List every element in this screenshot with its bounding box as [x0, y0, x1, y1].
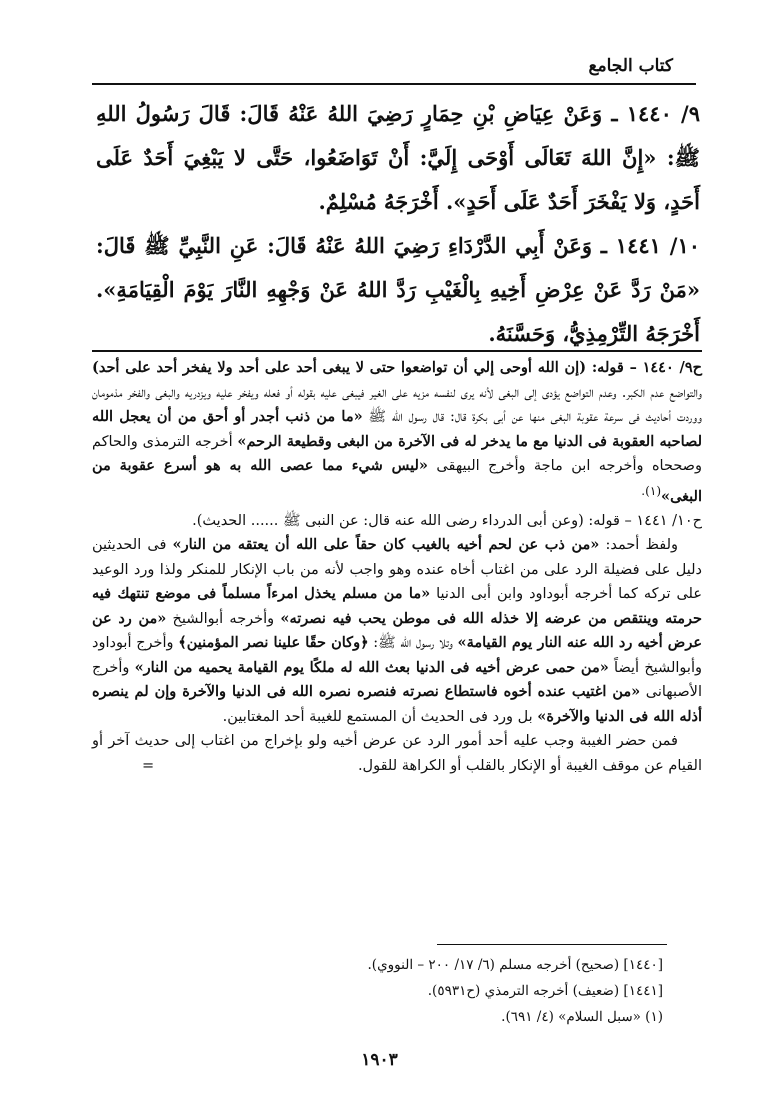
commentary-paragraph-2: ح١٠/ ١٤٤١ – قوله: (وعن أبى الدرداء رضى الله عنه قال: عن النبى ﷺ ...... الحديث).	[192, 512, 702, 529]
hadith-1440: ٩/ ١٤٤٠ ـ وَعَنْ عِيَاضِ بْنِ حِمَارٍ رَضِيَ اللهُ عَنْهُ قَالَ: قَالَ رَسُولُ اللهِ ﷺ: «إِنَّ اللهَ تَعَالَى أَوْحَى إِلَيَّ: أَنْ تَوَاضَعُوا، حَتَّى لا يَبْغِيَ أَحَدٌ عَلَى أَحَدٍ، وَلا يَفْخَرَ أَحَدٌ عَلَى أَحَدٍ». أَخْرَجَهُ مُسْلِمٌ.	[96, 101, 701, 214]
commentary-text: ولفظ أحمد:	[599, 537, 678, 554]
quoted-hadith: «ما من ذنب أجدر أو أحق من أن يعجل الله لصاحبه العقوبة فى الدنيا مع ما يدخر له فى الآخرة من البغى وقطيعة الرحم»	[92, 408, 702, 450]
quoted-hadith: «من حمى عرض أخيه فى الدنيا بعث الله له ملكًا يوم القيامة يحميه من النار»	[134, 658, 609, 676]
commentary-text: وأخرجه أبوالشيخ	[166, 610, 281, 627]
footnote-item: [١٤٤١] (ضعيف) أخرجه الترمذي (ح٥٩٣١).	[427, 983, 663, 999]
footnotes	[143, 952, 663, 1030]
commentary-section	[92, 356, 702, 778]
page-number: ١٩٠٣	[361, 1050, 398, 1070]
footnote-item: (١) «سبل السلام» (٤/ ٦٩١).	[501, 1009, 663, 1025]
hadith-1441: ١٠/ ١٤٤١ ـ وَعَنْ أَبِي الدَّرْدَاءِ رَضِيَ اللهُ عَنْهُ قَالَ: عَنِ النَّبِيِّ ﷺ قَالَ: «مَنْ رَدَّ عَنْ عِرْضِ أَخِيهِ بِالْغَيْبِ رَدَّ اللهُ عَنْ وَجْهِهِ النَّارَ يَوْمَ الْقِيَامَةِ». أَخْرَجَهُ التِّرْمِذِيُّ، وَحَسَّنَهُ.	[96, 233, 700, 346]
commentary-divider	[92, 350, 702, 352]
commentary-text: بل ورد فى الحديث أن المستمع للغيبة أحد المغتابين.	[222, 708, 538, 725]
commentary-heading: ح٩/ ١٤٤٠ – قوله: (إن الله أوحى إلي أن تواضعوا حتى لا يبغى أحد على أحد ولا يفخر أحد على أحد)	[92, 359, 702, 376]
commentary-text: وأخرج الأصبهانى	[92, 659, 702, 701]
footnote-divider	[437, 944, 667, 945]
header-divider	[92, 83, 696, 85]
footnote-ref: (١).	[641, 483, 662, 498]
quoted-hadith: «ليس شيء مما عصى الله به هو أسرع عقوبة من البغى»	[92, 457, 702, 505]
commentary-paragraph-1	[92, 356, 702, 509]
quran-verse: ﴿وكان حقًا علينا نصر المؤمنين﴾	[178, 634, 369, 652]
commentary-text: فمن حضر الغيبة وجب عليه أحد أمور الرد عن عرض أخيه ولو بإخراج من اغتاب إلى حديث آخر أو القيام عن موقف الغيبة أو الإنكار بالقلب أو الكراهة للقول.	[92, 733, 702, 774]
commentary-text: وتلا رسول الله ﷺ:	[368, 635, 458, 652]
commentary-paragraph-4	[92, 729, 702, 778]
commentary-text: فى الحديثين دليل على فضيلة الرد على من اغتاب أخاه عنده وهو واجب لأنه من باب الإنكار للمنكر ولذا ورد الوعيد على تركه كما أخرجه أبوداود وابن أبى الدنيا	[92, 537, 703, 603]
continuation-mark: =	[142, 757, 155, 774]
quoted-hadith: «ما من مسلم يخذل امرءاً مسلماً فى موضع تنتهك فيه حرمته وينتقص من عرضه إلا خذله الله فى موطن يحب فيه نصرته»	[92, 585, 702, 627]
commentary-text: أخرجه الترمذى والحاكم وصححاه وأخرجه ابن ماجة وأخرج البيهقى	[92, 433, 702, 474]
quoted-hadith: «من ذب عن لحم أخيه بالغيب كان حقاً على الله أن يعتقه من النار»	[172, 536, 600, 554]
quoted-hadith: «من رد عن عرض أخيه رد الله عنه النار يوم القيامة»	[92, 609, 702, 652]
commentary-text: والتواضع عدم الكبر. وعدم التواضع يؤدى إلى البغى لأنه يرى لنفسه مزيه على الغير فيبغى عليه بقوله أو فعله ويفخر عليه ويزدريه والبغى والفخر مذمومان ووردت أحاديث فى سرعة عقوبة البغى منها عن أبى بكرة قال: قال رسول الله ﷺ	[92, 384, 702, 425]
quoted-hadith: «من اغتيب عنده أخوه فاستطاع نصرته فنصره نصره الله فى الدنيا والآخرة وإن لم ينصره أذله الله فى الدنيا والآخرة»	[92, 683, 702, 725]
running-header-title: كتاب الجامع	[588, 56, 673, 76]
footnote-item: [١٤٤٠] (صحيح) أخرجه مسلم (٦/ ١٧/ ٢٠٠ – النووي).	[367, 957, 663, 973]
commentary-text: وأخرج أبوداود وأبوالشيخ أيضاً	[92, 635, 702, 676]
commentary-paragraph-3	[92, 533, 702, 729]
